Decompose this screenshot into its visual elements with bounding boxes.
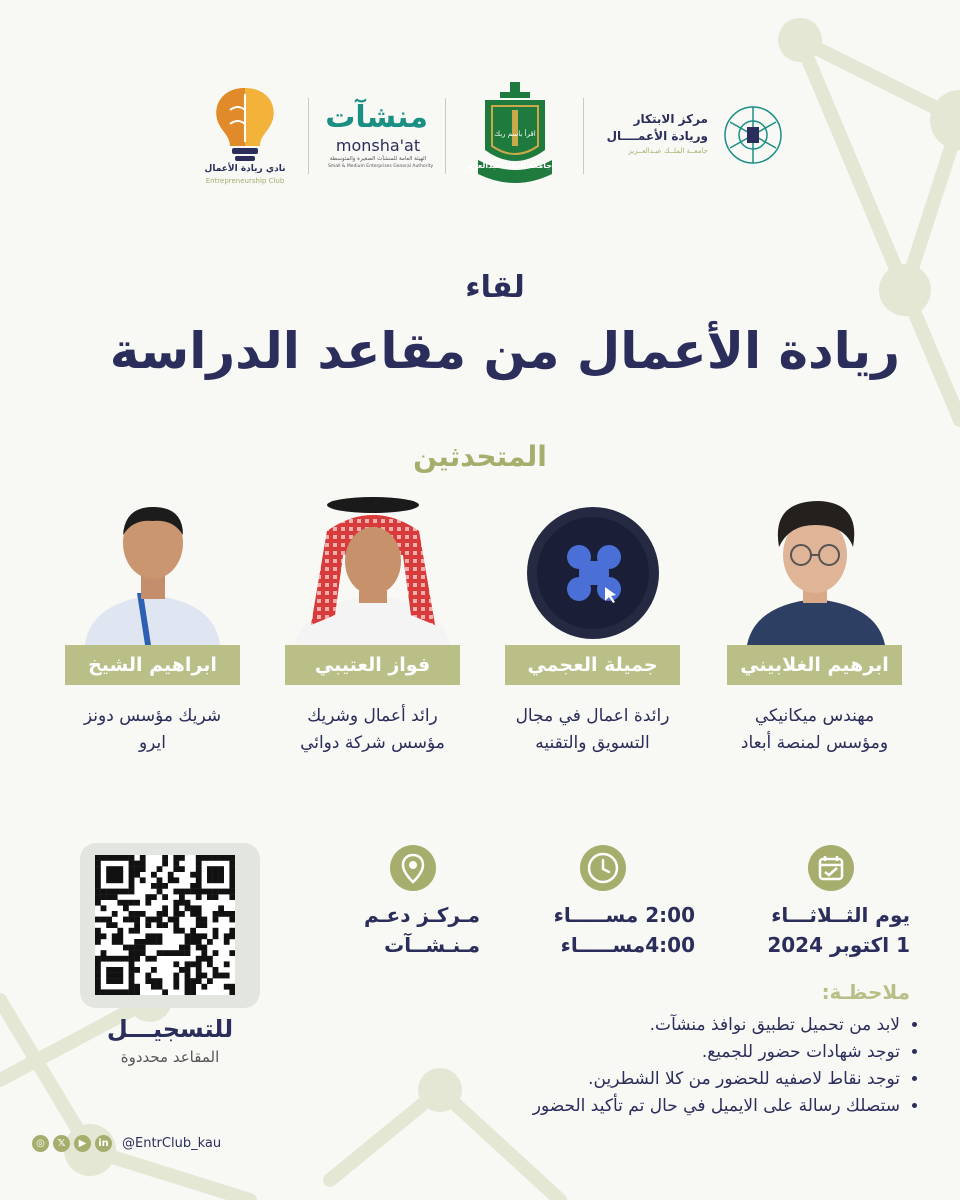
speaker-role xyxy=(275,703,470,757)
speaker-photo xyxy=(285,495,460,645)
notes-label: ملاحظـة: xyxy=(821,980,910,1004)
kau-motto: اقرأ باسم ربك xyxy=(494,130,536,138)
x-icon[interactable]: 𝕏 xyxy=(53,1135,70,1152)
logo-divider xyxy=(308,98,309,174)
speaker-card xyxy=(285,495,460,765)
event-date-day: يوم الثــلاثـــاء xyxy=(771,903,910,927)
speaker-photo xyxy=(505,495,680,645)
speaker-avatar-icon xyxy=(505,495,680,645)
event-time-end: 4:00مســـــاء xyxy=(560,933,695,957)
speaker-role-line1: رائد أعمال وشريك xyxy=(307,706,438,726)
event-date-value: 1 اكتوبر 2024 xyxy=(767,933,910,957)
note-item: • توجد شهادات حضور للجميع. xyxy=(300,1039,900,1066)
register-title: للتسجيـــل xyxy=(106,1015,234,1043)
speaker-portrait-icon xyxy=(727,495,902,645)
register-subtitle: المقاعد محددوة xyxy=(120,1048,220,1066)
event-time xyxy=(500,900,695,960)
monshaat-sub-ar: الهيئة العامة للمنشآت الصغيرة والمتوسطة xyxy=(329,156,427,162)
club-name-en: Entrepreneurship Club xyxy=(205,177,285,185)
speakers-heading: المتحدثين xyxy=(413,440,547,473)
speaker-role xyxy=(717,703,912,757)
speaker-role-line1: مهندس ميكانيكي xyxy=(754,706,875,726)
speaker-role-line2: التسويق والتقنيه xyxy=(535,733,650,753)
social-handle[interactable]: @EntrClub_kau xyxy=(122,1135,222,1151)
monshaat-sub-en: Small & Medium Enterprises General Authority xyxy=(328,164,434,169)
speaker-name: جميلة العجمي xyxy=(505,645,680,685)
event-location-line1: مـركـز دعـم xyxy=(364,903,480,927)
kau-name: جامعة الملك عبدالعزيز xyxy=(464,161,552,170)
entrepreneurship-club-logo xyxy=(200,80,290,190)
speaker-name: ابرهيم الغلابيني xyxy=(727,645,902,685)
speaker-role xyxy=(495,703,690,757)
qr-code[interactable] xyxy=(95,855,235,995)
monshaat-logo xyxy=(325,80,434,190)
speaker-photo xyxy=(727,495,902,645)
speaker-role-line1: رائدة اعمال في مجال xyxy=(515,706,670,726)
kau-logo xyxy=(464,80,560,190)
notes-list xyxy=(300,1012,922,1120)
event-date xyxy=(715,900,910,960)
lightbulb-brain-icon xyxy=(200,80,290,165)
header-logos xyxy=(200,80,800,190)
monshaat-name-ar: منشآت xyxy=(325,100,428,135)
speaker-role-line2: مؤسس شركة دوائي xyxy=(300,733,445,753)
instagram-icon[interactable]: ◎ xyxy=(32,1135,49,1152)
note-item: • ستصلك رسالة على الايميل في حال تم تأكيد الحضور xyxy=(300,1093,900,1120)
innovation-brain-icon xyxy=(720,102,786,168)
event-label-text: لقاء xyxy=(465,270,525,305)
speaker-role-line1: شريك مؤسس دونز xyxy=(83,706,222,726)
innovation-center-logo xyxy=(600,80,800,190)
innovation-line1: مركز الابتكار xyxy=(633,112,708,126)
speaker-role-line2: ومؤسس لمنصة أبعاد xyxy=(740,733,889,753)
event-label xyxy=(0,270,960,305)
youtube-icon[interactable]: ▶ xyxy=(74,1135,91,1152)
speaker-name: فواز العتيبي xyxy=(285,645,460,685)
monshaat-name-en: monsha'at xyxy=(335,136,421,155)
innovation-line3: جامعــة الملــك عبـدالعــزيز xyxy=(628,147,708,155)
speaker-portrait-icon xyxy=(65,495,240,645)
location-pin-icon xyxy=(390,845,436,891)
speaker-card xyxy=(505,495,680,765)
innovation-line2: وريادة الأعمــــال xyxy=(606,129,708,143)
calendar-check-icon xyxy=(808,845,854,891)
qr-code-icon xyxy=(95,855,235,995)
logo-divider xyxy=(583,98,584,174)
note-item: • لابد من تحميل تطبيق نوافذ منشآت. xyxy=(300,1012,900,1039)
note-item: • توجد نقاط لاصفيه للحضور من كلا الشطرين. xyxy=(300,1066,900,1093)
linkedin-icon[interactable]: in xyxy=(95,1135,112,1152)
club-name-ar: نادي ريادة الأعمال xyxy=(204,164,286,174)
clock-icon xyxy=(580,845,626,891)
speaker-photo xyxy=(65,495,240,645)
speaker-card xyxy=(65,495,240,765)
speaker-portrait-icon xyxy=(285,495,460,645)
social-links xyxy=(32,1132,221,1154)
event-location-line2: مـنـشــآت xyxy=(384,933,480,957)
speaker-role-line2: ايرو xyxy=(138,733,167,753)
event-location xyxy=(300,900,480,960)
logo-divider xyxy=(445,98,446,174)
qr-card[interactable] xyxy=(80,843,260,1008)
event-title: ريادة الأعمال من مقاعد الدراسة xyxy=(109,322,900,380)
event-time-start: 2:00 مســـــاء xyxy=(553,903,695,927)
speaker-role xyxy=(55,703,250,757)
speaker-name: ابراهيم الشيخ xyxy=(65,645,240,685)
speaker-card xyxy=(727,495,902,765)
